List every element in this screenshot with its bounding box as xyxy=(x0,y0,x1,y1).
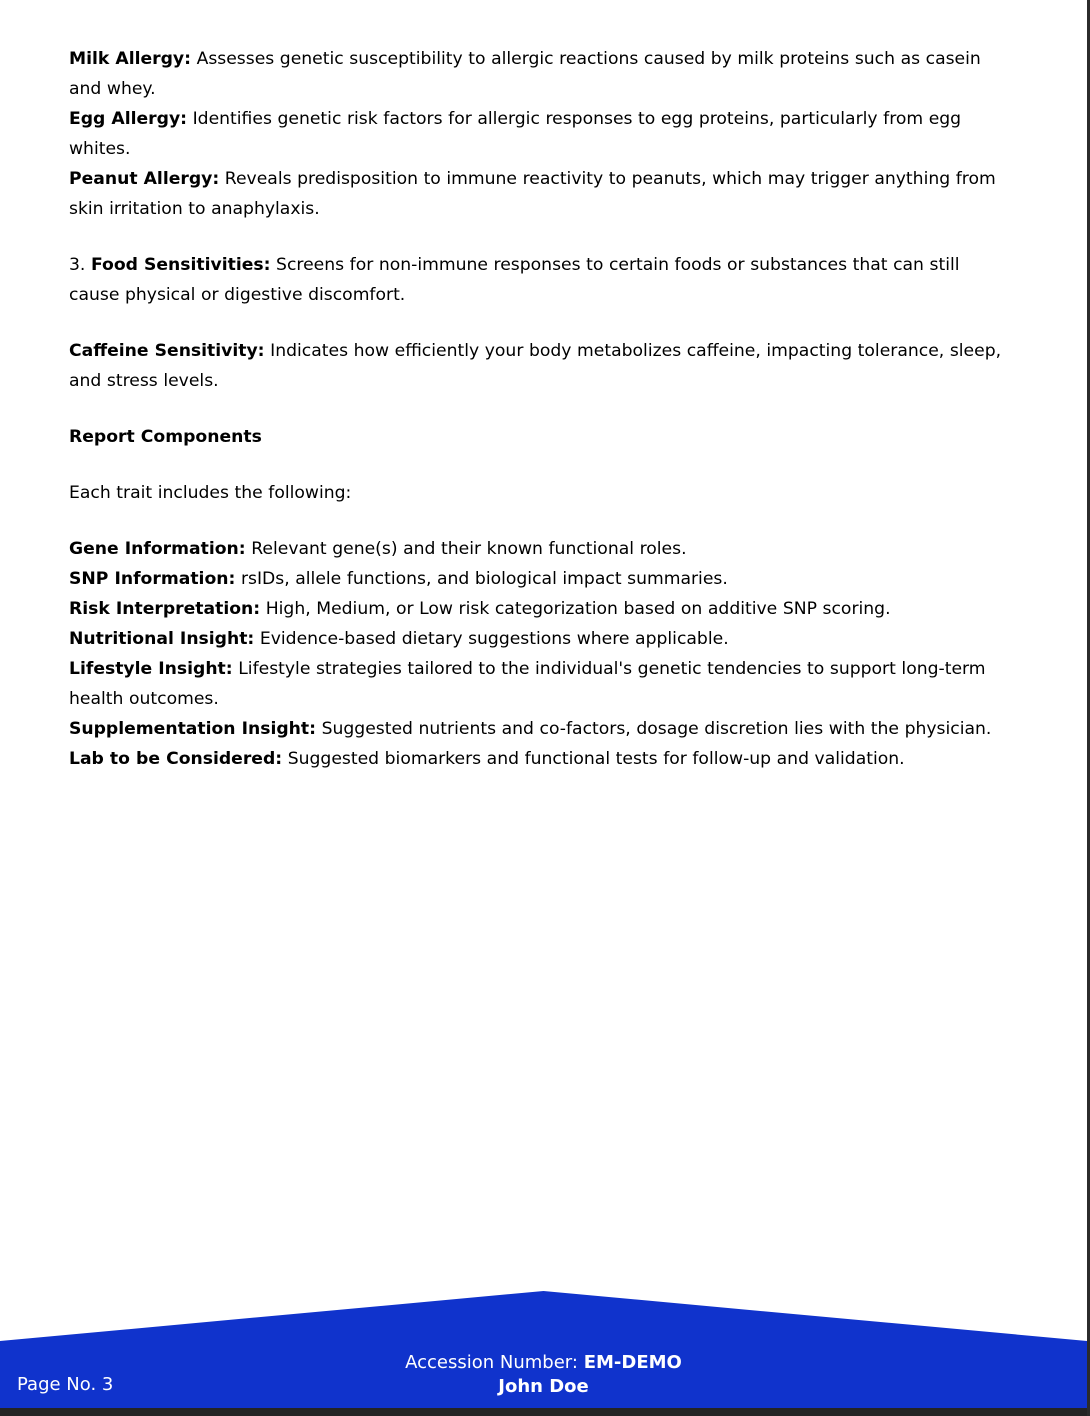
accession-label: Accession Number: xyxy=(405,1352,578,1373)
page-footer xyxy=(0,1266,1087,1416)
paragraph-text: Indicates how efficiently your body metabolizes caffeine, impacting tolerance, sleep, and stress levels. xyxy=(69,341,1002,391)
paragraph-lead-label: Food Sensitivities: xyxy=(90,255,271,275)
component-text: Relevant gene(s) and their known functional roles. xyxy=(245,539,687,559)
component-lead-label: SNP Information: xyxy=(69,569,236,589)
paragraph-lead-label: Peanut Allergy: xyxy=(69,169,220,189)
report-component-snp-information xyxy=(69,564,1005,594)
component-lead-label: Risk Interpretation: xyxy=(69,599,261,619)
paragraph-caffeine-sensitivity xyxy=(69,336,1005,396)
paragraph-lead-label: Caffeine Sensitivity: xyxy=(69,341,265,361)
accession-line xyxy=(0,1351,1087,1375)
footer-center-block xyxy=(0,1351,1087,1399)
component-lead-label: Nutritional Insight: xyxy=(69,629,255,649)
report-components-intro: Each trait includes the following: xyxy=(69,483,352,503)
report-component-lab-to-be-considered xyxy=(69,744,1005,774)
component-lead-label: Lifestyle Insight: xyxy=(69,659,233,679)
page-number-label: Page No. 3 xyxy=(17,1374,114,1395)
component-text: High, Medium, or Low risk categorization based on additive SNP scoring. xyxy=(260,599,891,619)
report-component-risk-interpretation xyxy=(69,594,1005,624)
component-lead-label: Supplementation Insight: xyxy=(69,719,317,739)
section-heading-report-components: Report Components xyxy=(69,427,262,447)
component-text: Lifestyle strategies tailored to the individual's genetic tendencies to support long-term health outcomes. xyxy=(69,659,986,709)
document-body xyxy=(69,44,1005,774)
paragraph-milk-allergy xyxy=(69,44,1005,104)
report-component-supplementation-insight xyxy=(69,714,1005,744)
paragraph-egg-allergy xyxy=(69,104,1005,164)
report-component-lifestyle-insight xyxy=(69,654,1005,714)
component-lead-label: Gene Information: xyxy=(69,539,246,559)
paragraph-text: Identifies genetic risk factors for allergic responses to egg proteins, particularly from egg whites. xyxy=(69,109,962,159)
report-component-gene-information xyxy=(69,534,1005,564)
patient-name: John Doe xyxy=(498,1376,589,1397)
paragraph-food-sensitivities xyxy=(69,250,1005,310)
paragraph-lead-label: Egg Allergy: xyxy=(69,109,188,129)
component-text: Evidence-based dietary suggestions where applicable. xyxy=(254,629,729,649)
component-text: Suggested nutrients and co-factors, dosage discretion lies with the physician. xyxy=(316,719,992,739)
accession-value: EM-DEMO xyxy=(583,1352,682,1373)
paragraph-text: Assesses genetic susceptibility to allergic reactions caused by milk proteins such as casein and whey. xyxy=(69,49,981,99)
paragraph-lead-label: Milk Allergy: xyxy=(69,49,191,69)
component-lead-label: Lab to be Considered: xyxy=(69,749,283,769)
report-component-nutritional-insight xyxy=(69,624,1005,654)
component-text: rsIDs, allele functions, and biological impact summaries. xyxy=(235,569,728,589)
paragraph-peanut-allergy xyxy=(69,164,1005,224)
component-text: Suggested biomarkers and functional tests for follow-up and validation. xyxy=(282,749,905,769)
paragraph-text: Reveals predisposition to immune reactivity to peanuts, which may trigger anything from skin irritation to anaphylaxis. xyxy=(69,169,996,219)
footer-bottom-strip xyxy=(0,1408,1087,1416)
paragraph-number-prefix: 3. xyxy=(69,255,91,275)
paragraph-text: Screens for non-immune responses to certain foods or substances that can still cause physical or digestive discomfort. xyxy=(69,255,960,305)
